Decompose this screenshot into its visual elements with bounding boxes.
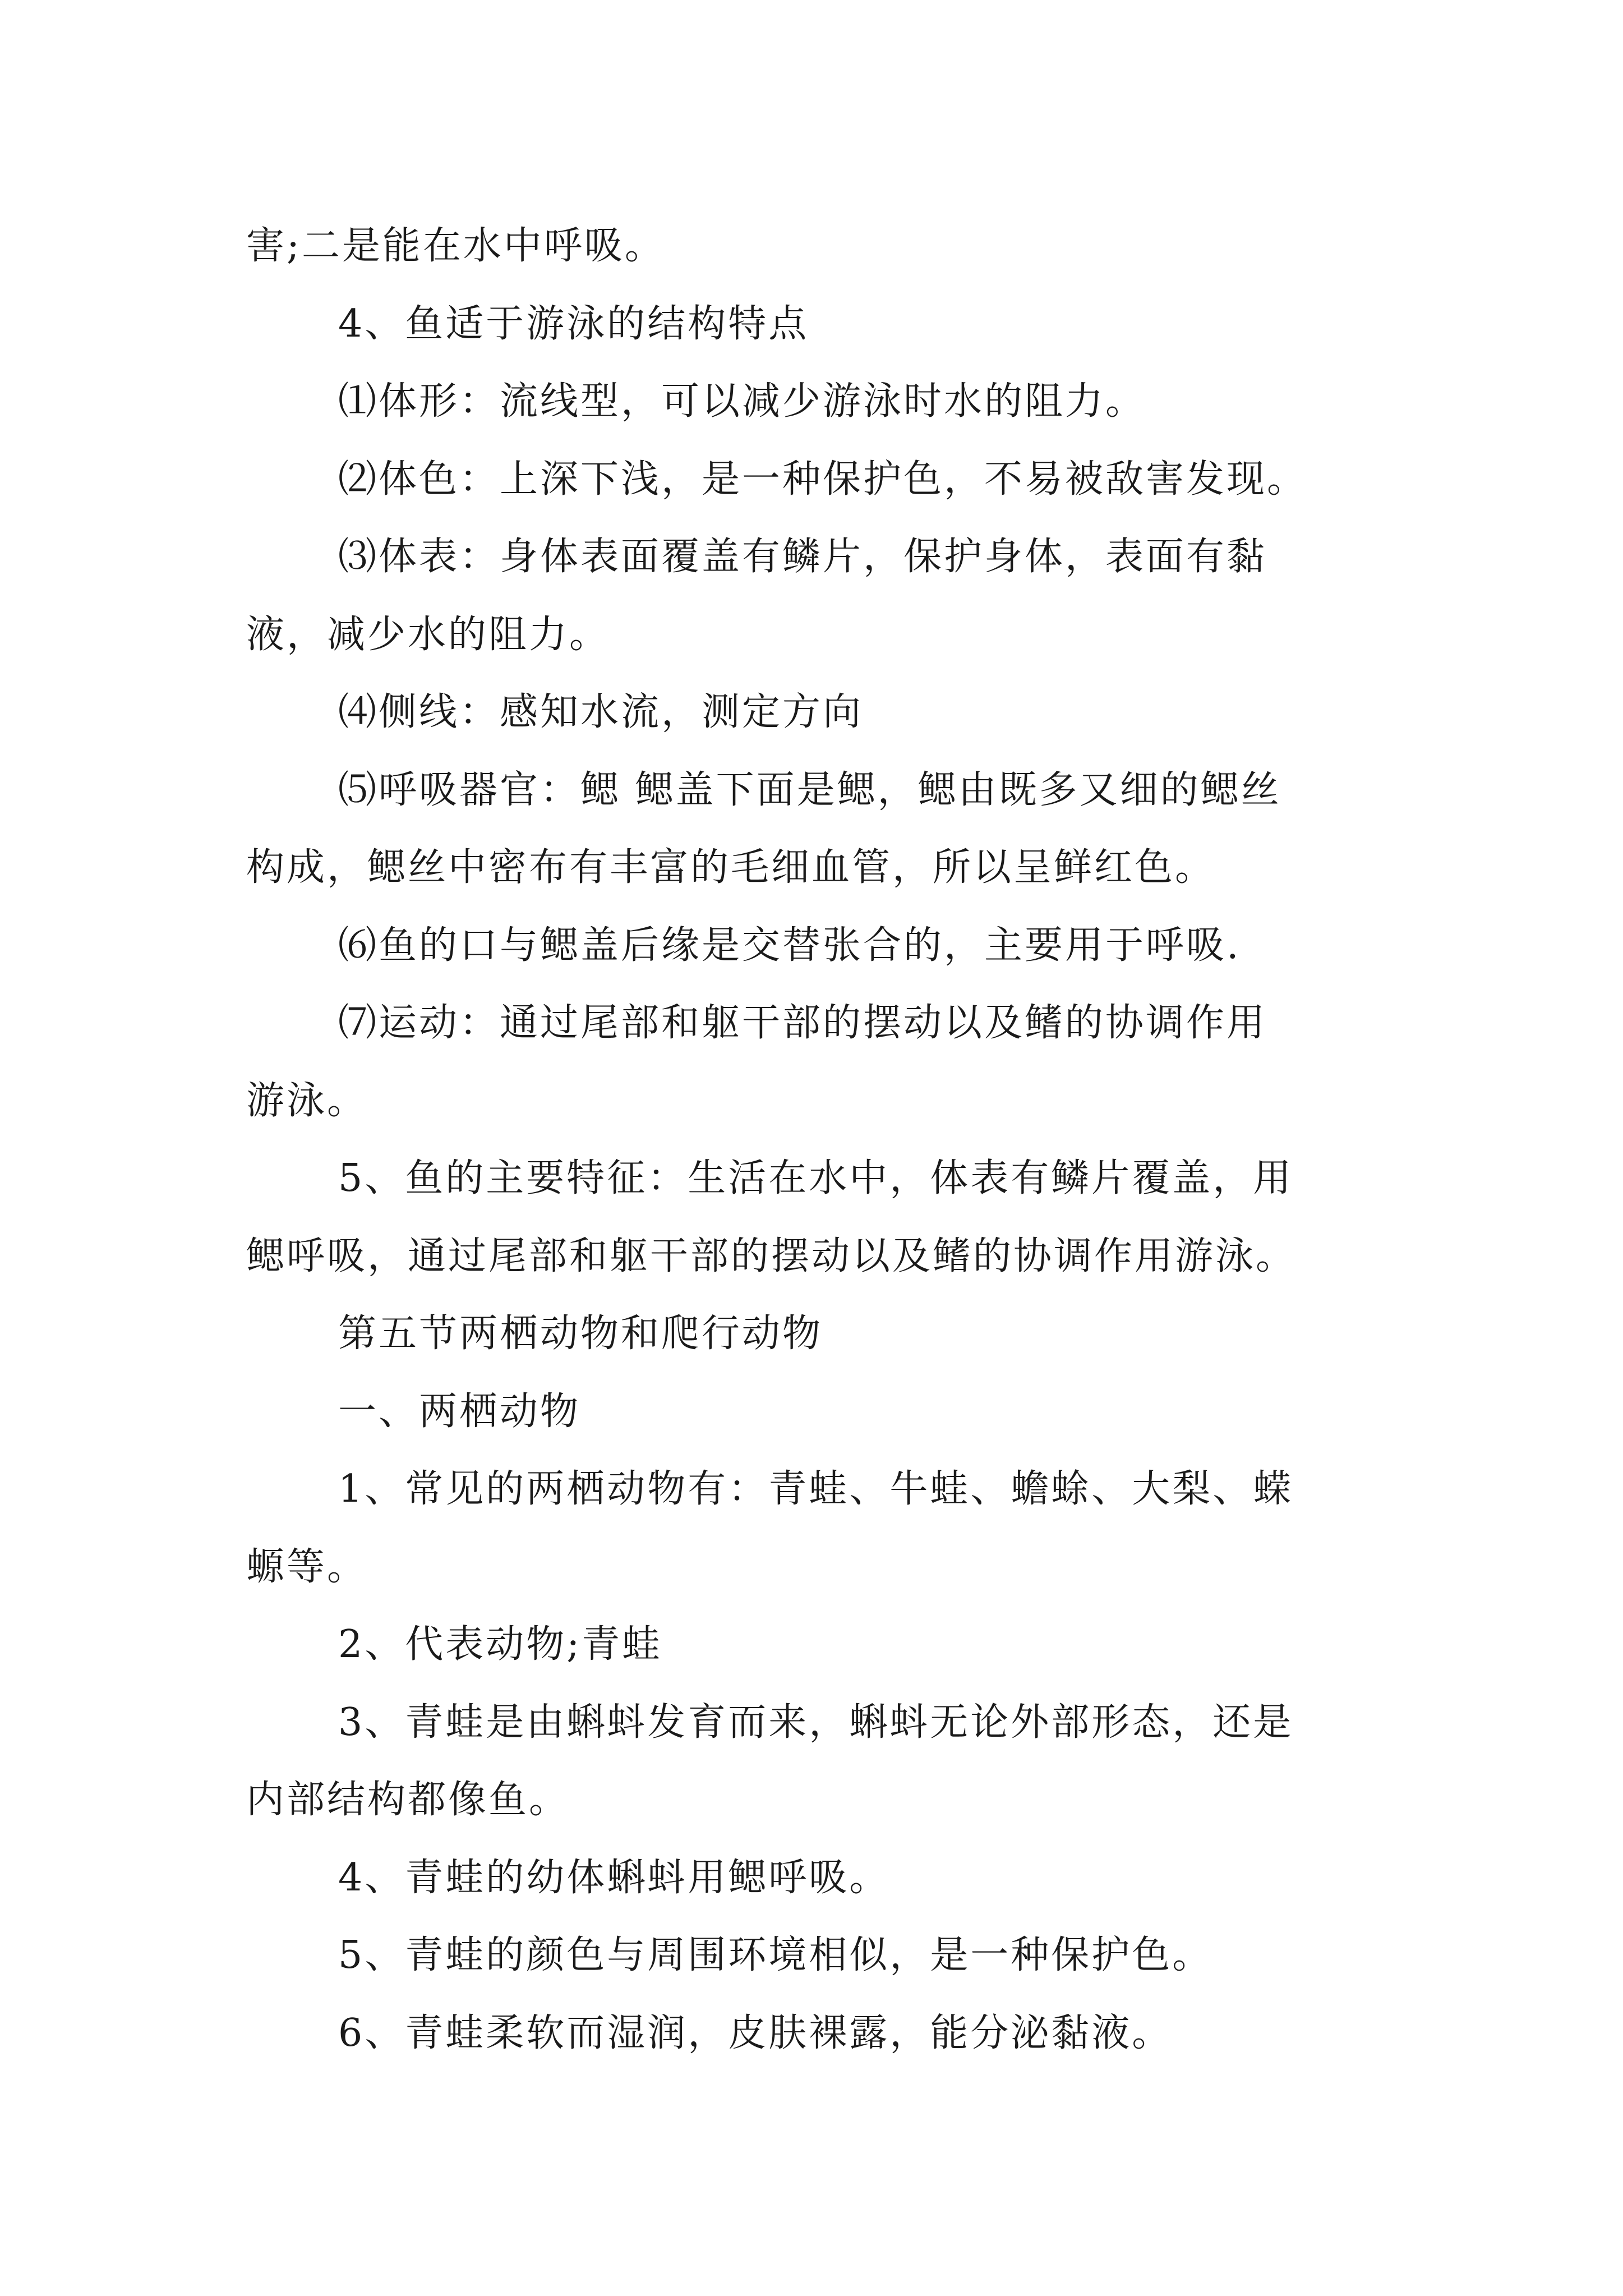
text-line: 构成，鳃丝中密布有丰富的毛细血管，所以呈鲜红色。 <box>246 845 1216 890</box>
text-line: 害;二是能在水中呼吸。 <box>246 224 665 268</box>
text-line: 6、青蛙柔软而湿润，皮肤裸露，能分泌黏液。 <box>338 2010 1173 2055</box>
text-line: 2、代表动物;青蛙 <box>338 1622 663 1667</box>
text-line: ⑷侧线：感知水流，测定方向 <box>338 690 864 734</box>
text-line: 内部结构都像鱼。 <box>246 1778 570 1822</box>
text-line: 4、青蛙的幼体蝌蚪用鳃呼吸。 <box>338 1855 890 1900</box>
document-body <box>246 208 1390 2072</box>
text-line: 5、青蛙的颜色与周围环境相似，是一种保护色。 <box>338 1933 1213 1977</box>
text-line: ⑵体色：上深下浅，是一种保护色，不易被敌害发现。 <box>338 457 1308 501</box>
text-line: ⑸呼吸器官：鳃 鳃盖下面是鳃，鳃由既多又细的鳃丝 <box>338 767 1281 812</box>
section-heading: 第五节两栖动物和爬行动物 <box>338 1312 823 1356</box>
text-line: ⑹鱼的口与鳃盖后缘是交替张合的，主要用于呼吸. <box>338 923 1241 968</box>
text-line: 1、常见的两栖动物有：青蛙、牛蛙、蟾蜍、大梨、蝾 <box>338 1467 1294 1511</box>
text-line: 螈等。 <box>246 1544 368 1589</box>
text-line: ⑶体表：身体表面覆盖有鳞片，保护身体，表面有黏 <box>338 535 1267 579</box>
text-line: ⑺运动：通过尾部和躯干部的摆动以及鳍的协调作用 <box>338 1001 1267 1045</box>
text-line: 5、鱼的主要特征：生活在水中，体表有鳞片覆盖，用 <box>338 1156 1294 1200</box>
text-line: 鳃呼吸，通过尾部和躯干部的摆动以及鳍的协调作用游泳。 <box>246 1234 1297 1278</box>
subsection-heading: 一、两栖动物 <box>338 1389 581 1434</box>
text-line: 3、青蛙是由蝌蚪发育而来，蝌蚪无论外部形态，还是 <box>338 1700 1294 1745</box>
text-line: 4、鱼适于游泳的结构特点 <box>338 301 809 346</box>
text-line: ⑴体形：流线型，可以减少游泳时水的阻力。 <box>338 379 1146 424</box>
text-line: 游泳。 <box>246 1078 368 1123</box>
text-line: 液，减少水的阻力。 <box>246 612 610 657</box>
